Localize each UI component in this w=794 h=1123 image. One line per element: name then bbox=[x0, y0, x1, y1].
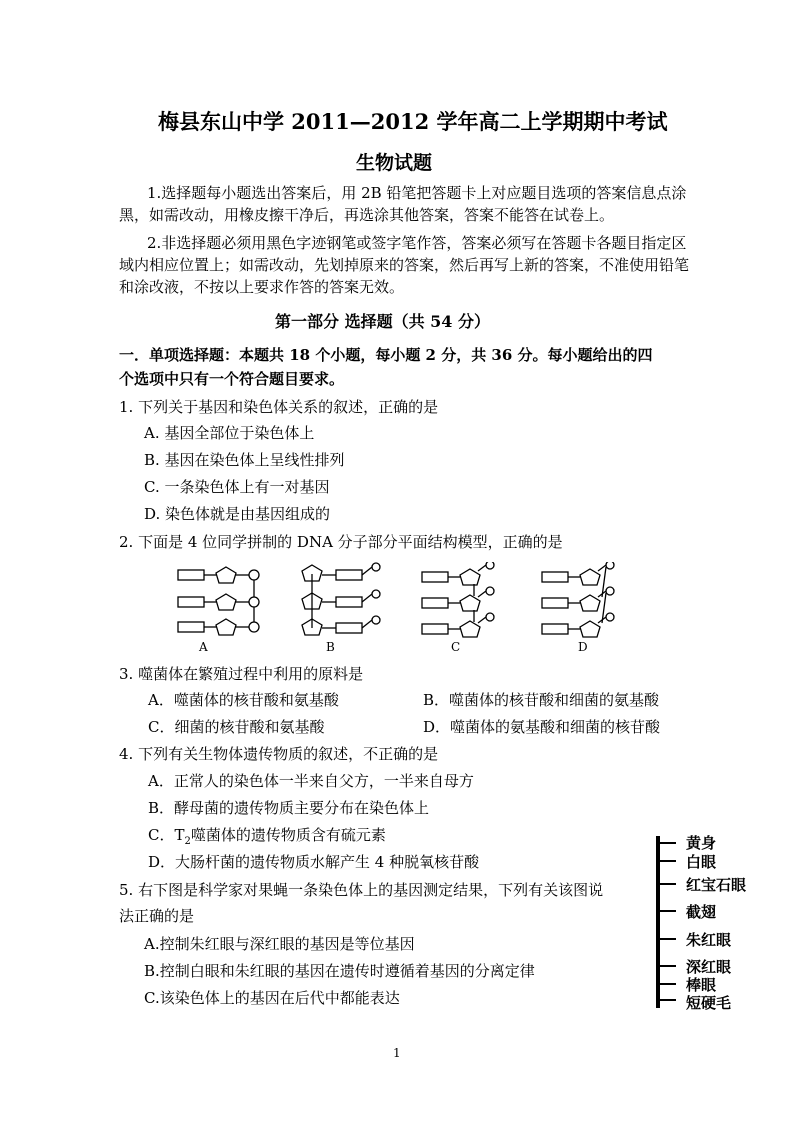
instruction-2-line1: 2.非选择题必须用黑色字迹钢笔或签字笔作答，答案必须写在答题卡各题目指定区 bbox=[147, 234, 687, 252]
gene-label-white-eye: 白眼 bbox=[686, 853, 717, 871]
q1-option-c: C. 一条染色体上有一对基因 bbox=[144, 478, 330, 496]
q2-stem: 2. 下面是 4 位同学拼制的 DNA 分子部分平面结构模型，正确的是 bbox=[119, 533, 563, 551]
q3-option-a: A．噬菌体的核苷酸和氨基酸 bbox=[148, 691, 339, 709]
gene-label-ruby-eye: 红宝石眼 bbox=[686, 876, 747, 894]
gene-label-short-bristle: 短硬毛 bbox=[686, 994, 732, 1012]
q5-option-b: B.控制白眼和朱红眼的基因在遗传时遵循着基因的分离定律 bbox=[144, 962, 535, 980]
q5-stem-line2: 法正确的是 bbox=[119, 907, 195, 925]
dna-model-d bbox=[542, 562, 614, 637]
gene-label-cut-wing: 截翅 bbox=[686, 903, 717, 921]
q3-stem: 3. 噬菌体在繁殖过程中利用的原料是 bbox=[119, 665, 364, 683]
gene-label-vermilion-eye: 朱红眼 bbox=[686, 931, 732, 949]
dna-label-b: B bbox=[326, 640, 335, 654]
instruction-2-line2: 域内相应位置上；如需改动，先划掉原来的答案，然后再写上新的答案，不准使用铅笔 bbox=[119, 256, 690, 274]
q1-option-a: A. 基因全部位于染色体上 bbox=[144, 424, 315, 442]
page-subtitle: 生物试题 bbox=[356, 152, 433, 174]
dna-label-d: D bbox=[578, 640, 588, 654]
dna-model-b bbox=[302, 563, 380, 635]
gene-label-dark-red-eye: 深红眼 bbox=[686, 958, 732, 976]
q4-option-c-prefix: C．T bbox=[148, 826, 185, 844]
instruction-2-line3: 和涂改液，不按以上要求作答的答案无效。 bbox=[119, 278, 405, 296]
chromosome-gene-map bbox=[650, 832, 680, 1012]
dna-label-c: C bbox=[451, 640, 461, 654]
gene-label-bar-eye: 棒眼 bbox=[686, 976, 717, 994]
q1-option-d: D. 染色体就是由基因组成的 bbox=[144, 505, 331, 523]
q4-option-c-subscript: 2 bbox=[184, 836, 191, 847]
dna-model-a bbox=[178, 567, 259, 635]
q5-option-c: C.该染色体上的基因在后代中都能表达 bbox=[144, 989, 400, 1007]
page-title: 梅县东山中学 2011—2012 学年高二上学期期中考试 bbox=[158, 109, 668, 134]
q4-option-a: A．正常人的染色体一半来自父方，一半来自母方 bbox=[148, 772, 474, 790]
dna-model-c bbox=[422, 562, 494, 637]
q4-option-c-text: 噬菌体的遗传物质含有硫元素 bbox=[190, 826, 386, 844]
dna-label-a: A bbox=[199, 640, 208, 654]
q4-option-b: B．酵母菌的遗传物质主要分布在染色体上 bbox=[148, 799, 430, 817]
instruction-1-line2: 黑，如需改动，用橡皮擦干净后，再选涂其他答案，答案不能答在试卷上。 bbox=[119, 206, 615, 224]
q5-option-a: A.控制朱红眼与深红眼的基因是等位基因 bbox=[144, 935, 415, 953]
q1-option-b: B. 基因在染色体上呈线性排列 bbox=[144, 451, 345, 469]
q4-option-d: D．大肠杆菌的遗传物质水解产生 4 种脱氧核苷酸 bbox=[148, 853, 480, 871]
q4-stem: 4. 下列有关生物体遗传物质的叙述，不正确的是 bbox=[119, 745, 439, 763]
page-number: 1 bbox=[393, 1046, 401, 1060]
section-instructions-line1: 一．单项选择题：本题共 18 个小题，每小题 2 分，共 36 分。每小题给出的四 bbox=[119, 346, 653, 364]
dna-models-figure bbox=[172, 562, 632, 652]
q1-stem: 1. 下列关于基因和染色体关系的叙述，正确的是 bbox=[119, 398, 439, 416]
q3-option-b: B．噬菌体的核苷酸和细菌的氨基酸 bbox=[423, 691, 660, 709]
section-instructions-line2: 个选项中只有一个符合题目要求。 bbox=[119, 370, 345, 388]
q3-option-d: D．噬菌体的氨基酸和细菌的核苷酸 bbox=[423, 718, 661, 736]
gene-label-yellow-body: 黄身 bbox=[686, 834, 717, 852]
instruction-1-line1: 1.选择题每小题选出答案后，用 2B 铅笔把答题卡上对应题目选项的答案信息点涂 bbox=[147, 184, 687, 202]
q4-option-c bbox=[148, 825, 386, 852]
part1-heading: 第一部分 选择题（共 54 分） bbox=[275, 312, 490, 331]
q3-option-c: C．细菌的核苷酸和氨基酸 bbox=[148, 718, 325, 736]
q5-stem-line1: 5. 右下图是科学家对果蝇一条染色体上的基因测定结果，下列有关该图说 bbox=[119, 881, 604, 899]
